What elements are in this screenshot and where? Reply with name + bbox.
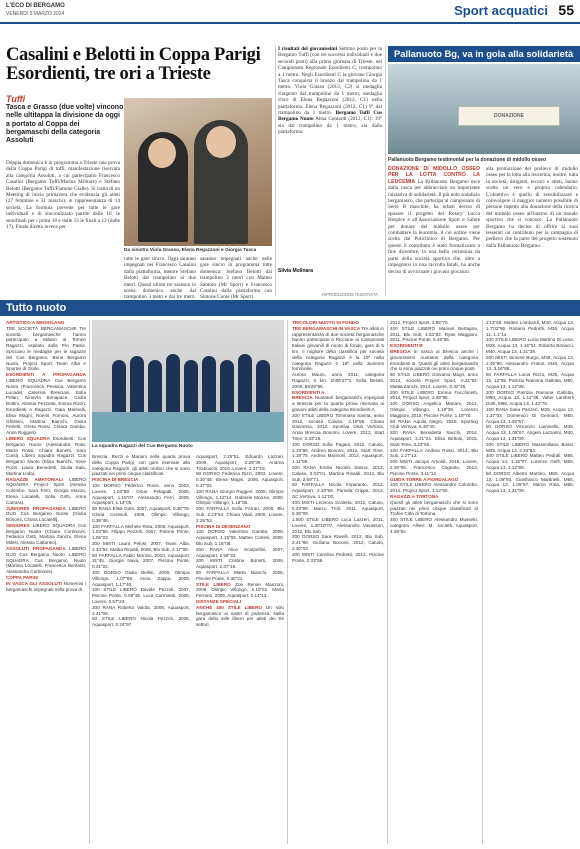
divers-photo [124, 98, 272, 246]
solidarity-banner: Pallanuoto Bg, va in gola alla solidarietà [388, 46, 580, 62]
byline: Silvia Molinara [278, 268, 314, 274]
article-column-4 [278, 46, 382, 266]
result-heading: RAGAZZE AMATORIALI [6, 476, 70, 482]
result-heading: GUIDA TORRE A FIORDALAGO [390, 476, 459, 482]
section-title: Sport acquatici [454, 3, 548, 18]
result-entry [292, 517, 384, 534]
result-entry [92, 605, 190, 617]
result-entry [390, 372, 478, 389]
results-column-5 [390, 320, 478, 844]
result-text: 50 RANA Elisa Gotti, 2007, Aquasport, 0.36"78. Gloria Ceresoli, 2008, Olimpic Villongo, 0.38"48. [92, 506, 190, 523]
result-text: 100 RANA Giorgio Ruggeri, 2008, Olimpic Villongo, 1.16"14. Gabriele Monzio, 2008, Olimpic Villongo, 1.18"08. [196, 488, 284, 506]
result-entry [92, 524, 190, 541]
result-text: Aurora Mauro, anno 2011, categoria Ragazzi, 5 km, 1h06'27"2. Sofia Belotti, 2009, 59'29"89. [292, 372, 384, 389]
result-text: Un solo bergamasco ai nastri di partenza. Nella gara dello stile libero per atleti dei tre settori. [196, 604, 284, 628]
result-entry [196, 471, 284, 488]
result-entry [390, 390, 478, 402]
result-entry [390, 448, 478, 460]
result-text: 100 DORSO Federico Rossi, anno 2003, Lovere, 1.03"88. Omar Pelagatti, 2008, Aquasport, 1.15"07. Alessandro Ferri, 2009, Aquasport, 1.13"05. [92, 482, 190, 506]
result-text: 200 MISTI Laura Pelosi, 2007, Team Alba, 2.34"82. Mattia Rinaldi, 2008, Blu Sub, 2.17"09. [92, 540, 190, 552]
result-entry [6, 581, 86, 593]
result-text: 50 FARFALLA Marta Bianchi, 2006, Piscine Ponte, 0.30"21. [196, 569, 284, 581]
result-text: 1.500 STILE LIBERO Luca Lazzeri, 2011, Lovere, 1.30'10"07. Alessandro Vavassori, 2012, Blu Sub. [292, 517, 384, 534]
column-divider [385, 46, 386, 296]
publication-name: L'ECO DI BERGAMO [6, 3, 65, 9]
team-photo [388, 64, 580, 154]
club-subhead-2: Cus Bergamo Nuoto [278, 110, 383, 123]
result-entry [292, 500, 384, 517]
result-text: 200 DORSO Sara Ravelli, 2012, Blu Sub, 2.41"88. Giuliana Bonomi, 2012, Caluso, 2.30"03. [292, 534, 384, 552]
result-text: 200 FARFALLA Sofia Ferrari, 2006, Blu Sub, 2.23"54. Chiara Vitali, 2006, Lovere, 2.25"53. [196, 506, 284, 523]
results-column-3 [196, 454, 284, 844]
result-entry [6, 372, 86, 436]
result-entry [92, 506, 190, 523]
result-text: 200 RANA Roberto Valota, 2008, Aquasport, 2.41"06. [92, 604, 190, 616]
column-divider [387, 320, 388, 844]
page-number: 55 [558, 2, 574, 18]
result-entry [6, 546, 86, 575]
result-entry [196, 582, 284, 599]
solidarity-subhead: DONAZIONE DI MIDOLLO OSSEO PER LA LOTTA CONTRO LA LEUCEMIA [388, 166, 480, 185]
result-heading: DISTANZE SPECIALI [196, 598, 242, 604]
result-text: 100 STILE LIBERO Lucia Martino Di Lena, M25, Acqua 13, 1.16"04. Roberta Bonacci, M40, Acqua 13, 1.31"39. [486, 337, 574, 354]
result-heading: ASSOLUTI PROPAGANDA [6, 546, 70, 552]
result-heading: BRESCIA [292, 395, 315, 401]
result-text: In vasca ai Brescia anche i giovanissimi nuotatori della categoria Esordienti B. Questi gli atleti bergamaschi che si sono piazzati nei primi cinque posti. [390, 348, 478, 372]
article-column-2: tutte le gare sincro. Oggi saranno impegnati nei Francesco Casalini dalla piattaforma, mentre Stefano Belotti dal trampolino ai due metri. Questi ultimi tre saranno in scena domenica anche dal trampolino 3 metri e dal tre metri. [124, 256, 196, 301]
club-subhead: Bergamo Tuffi [335, 110, 370, 117]
result-entry [92, 454, 190, 477]
result-text: 100 DORSO Angelica Mariani, 2014, Olimpic Villongo, 1.19"39. Lorenzo Maggioni, 2015, Piscine Ponte, 1.15"70. [390, 401, 478, 418]
result-entry [6, 506, 86, 523]
result-text: 200 RANA Benedetta Sacchi, 2014, Aquasport, 3.21"24. Elisa Bettoni, 2015, Start Time, 3.23"56. [390, 430, 478, 447]
result-entry [292, 395, 384, 412]
page-header [0, 0, 580, 24]
tutto-nuoto-bar [0, 300, 580, 316]
result-heading: RAGAZZI A TORTONA [390, 493, 439, 499]
result-text: 2012, Project Sport, 2.55"70. [390, 320, 449, 325]
squad-photo-caption: La squadra Ragazzi del Cus Bergamo Nuoto [92, 444, 193, 449]
result-text: LIBERO DUO Cus Bergamo Nuoto. LIBERO SQUADRA Cus Bergamo Nuoto (Martina Locatelli, Francesca Bonfanti, Alessandra Cortinovis). [6, 546, 86, 575]
result-text: 200 STILE LIBERO Tommaso Sanna, anno 2012, società Caluso, 2.19"86. Chiara Giovanna, 2012, Sportiva Olub Vertova, Anna Brescia Bonomi, Lovere, 2012, Start Time, 2.33"28. [292, 412, 384, 441]
result-entry [92, 483, 190, 506]
result-entry [486, 424, 574, 441]
result-heading: PISCINA DI BRESCIA [92, 477, 139, 483]
result-entry [92, 570, 190, 587]
result-heading: TRICOLORI NUOTO DI FONDO [292, 320, 359, 325]
result-heading: IN VASCA GLI ASSOLUTI [6, 580, 64, 586]
result-text: 400 MISTI Leonora Scaletta, 2012, Caluso, 5.43"99. Marco Troli, 2011, Aquasport, 5.38"09. [292, 499, 384, 517]
result-text: 100 RANA Ilaria Panzeri, M25, Acqua 13, 1.37"03. Domenico Di Gennaro, M50, Acqua 13, 1.48"57. [486, 406, 574, 424]
squad-photo [92, 320, 284, 442]
result-entry [92, 587, 190, 604]
result-text: Brescia. Rezzi e Mariani nella quarta prova della Coppa Parigi, con gare riservate alla categoria Ragazzi, gli atleti orobici che si sono piazzati nei primi cinque classificati. [92, 454, 190, 477]
result-entry [390, 430, 478, 447]
result-entry [6, 523, 86, 546]
result-text: 100 DORSO Giulia Bellini, 2009, Olimpic Villongo, 1.07"89. Anna Zappa, 2009, Aquasport, 1.17"40. [92, 569, 190, 587]
result-heading: BRESCIA [390, 348, 414, 354]
result-entry [196, 529, 284, 546]
result-text: 100 STILE LIBERO Alessandro Colombo, 2014, Project Sport, 1.13"65. [390, 482, 478, 494]
article-headline: Casalini e Belotti in Coppa Parigi Esordienti, tre ori a Trieste [6, 45, 261, 84]
result-entry [390, 500, 478, 517]
results-column-4 [292, 320, 384, 844]
result-text: 200 STILE LIBERO Emma Facchinetti, 2014, Project Sport, 2.39"96. [390, 389, 478, 401]
result-text: 400 STILE LIBERO Manuel Bertagna, 2011, Blu Sub, 4.53"82. Ryan Maggioni, 2011, Piscine Ponte, 5.48"85. [390, 325, 478, 343]
result-text: 200 MISTI Cristina Bonetti, 2009, Aquasport, 2.37"19. [196, 558, 284, 570]
result-text: 100 DORSO Valentina Gamba, 2009, Aquasport, 1.15"06. Matteo Cortesi, 2008, Blu Sub, 1.16"08. [196, 529, 284, 546]
header-rule [0, 22, 580, 24]
result-text: 200 MISTI Jacopo Arnoldi, 2015, Lovere, 2.26"06. Francesca Cognato, 2013, Piscine Ponte, 3.11"12. [390, 459, 478, 476]
result-entry [292, 534, 384, 551]
result-entry [390, 419, 478, 431]
result-entry [390, 349, 478, 372]
result-heading: ESORDIENTI B [390, 343, 423, 349]
team-photo-caption: Pallanuoto Bergamo testimonial per la donazione di midollo osseo [388, 157, 547, 163]
article-kicker: Tuffi [6, 94, 26, 104]
results-column-6 [486, 320, 574, 844]
result-text: 50 DORSO Alberto Martino, M60, Acqua 13, 1.08"93. Gianfranco Martinelli, M65, Acqua 13, 1.05"67. Marco Rota, M65, Acqua 13, 1.31"09. [486, 470, 574, 494]
result-entry [196, 605, 284, 628]
result-text: Esordienti: Cus Bergamo Nuoto (Alessandra Rota, Marta Rossi, Chiara Bonetti, Sara Conti). Libero squadra Ragazzi: Cus Bergamo Nuoto (Elisa Bianchi, Irene Pozzi, Laura Benedetti, Giulia Sala, Martina Loda). [6, 435, 86, 476]
result-entry [486, 407, 574, 424]
result-entry [196, 570, 284, 582]
result-text: 50 RANA Aquila Negro, 2015, Sporting Club Vertova, 0.48"40. [390, 418, 478, 430]
donation-check: DONAZIONE [458, 106, 560, 126]
result-entry [196, 547, 284, 559]
result-entry [92, 616, 190, 628]
result-entry [196, 489, 284, 506]
article-column-3: saranno impegnati anche nelle gare sincro in programma tutte domenica: Stefano Belotti dal trampolino 3 metri con Matteo Santoro (Mr Sport) e Francesco Casalini dalla piattaforma con Simone Conte (Mr Sport). [200, 256, 272, 301]
results-column-1 [6, 320, 86, 844]
result-heading: ANCHE 400 STILE LIBERO [196, 604, 266, 610]
result-text: LIBERO SQUADRA Cus Bergamo Nuoto (Francesca Pessina, Valentina Lucadei, Caterina Bresciani, Sofia Pelan, Ginevra Bonapace, Giulia Bottini, Alessia Pezzotta, Emma Rizzi). Esordienti A Ragazzi, Gaia Marinelli, Elisa Magni, Noemi Fornoni, Aurora Ghisleni, Martina Bianchi, Giulia Perletti, Greta Rossi, Chiara Gamba, Anna Ruggeri). [6, 377, 86, 436]
solidarity-text-1: La Pallanuoto Bergamo esce dalla vasca per abbracciare un importante iniziativa di solidarietà. Il più noto sodalizio bergamasco, che partecipa al campionato di Serie B maschile, ha infatti deciso di sposare il progetto del Rotary Lucca Hospice e all'Associazione Sport e Salute per donare del midollo osseo per combattere la leucemia, il cui ordine viene scelto dal Policlinico di Bergamo. Per questo il contributo è stato formalizzato a fine dicembre, in una bella cerimonia da parte della società sportiva che, oltre a impegnarsi in una raccolta fondi, ha anche deciso di avvicinare i giovani giocatori. [388, 178, 481, 275]
result-text: 50 DORSO Vincenzo Laminello, M35, Acqua 13, 1.05"67. Angelo Lazzarini, M40, Acqua 13, 1.31"09. [486, 424, 574, 441]
result-entry [6, 477, 86, 506]
result-text: 50 FARFALLA Nicola Imparanto, 2012, Aquasport, 2.18"56. Pamela Crippa, 2012, SC Vertova, 1.11"00. [292, 482, 384, 499]
results-text-2: Anna Contardi (2012, C1): 19° sia dal trampolino da 1 metro, sia dalla piattaforma. [278, 116, 382, 136]
result-heading: TRE BERGAMASCHI IN VASCA [292, 325, 362, 331]
result-entry [390, 459, 478, 476]
result-entry [196, 506, 284, 523]
result-entry [292, 465, 384, 482]
column-divider [482, 320, 483, 844]
result-text: LIBERO DUO Cus Bergamo Nuoto (Giulia Bonomi, Chiara Locatelli). [6, 505, 86, 523]
result-entry [92, 553, 190, 570]
result-text: 100 STILE LIBERO Davide Pezzoli, 2007, Piscine Ponte, 0.56"48. Luca Carminati, 2008, Lovere, 0.57"23. [92, 587, 190, 604]
result-text: LIBERO SQUADRA Cus Bergamo Nuoto (Chiara Cortinovis, Federica Gotti, Martina Zanchi, Elena Milesi, Alessia Cattaneo). [6, 522, 86, 546]
result-heading: LIBERO SQUADRA [6, 435, 53, 441]
result-heading: ARTISTICO A MEDIOLANO [6, 320, 65, 325]
result-text: Nuotatori bergamaschi impegnati a Brescia per la quarta prova riservata ai giovani atleti della categoria Esordienti A. [292, 395, 384, 412]
article-column-1: Doppia domenica è in programma a Trieste una prova della Coppa Parigi di tuffi, manifestazione riservata alla categoria Assoluti, a cui partecipano Francesco Casalini (Bergamo Tuffi/Marina Militare) e Stefano Belotti (Bergamo Tuffi/Fiamme Gialle). Si tratta di un Meeting di inizio primavera che evidenzia gli atleti (27 femmine e 31 maschi), in rappresentanza di 14 società. La formula prevede per tutte le gare individuali e di sincronizzato partite dalle 10, le semifinali per i primi 18 e dalle 15 le finali a 12 (dalle 17). Finale diretta invece per [6, 160, 120, 231]
solidarity-column-2: alla promozione del prelievo di midollo osseo per la lotta alla leucemia, inoltre, tutta la società, dirigenti, tecnici e atleti, hanno scelto un vero e proprio calendario. L'obiettivo è quello di sensibilizzare e coinvolgere il maggior numero possibile di persone rispetto alla donazione della ricerca del midollo osseo all'interno di un mondo sportivo che si conosce. La Pallanuoto Bergamo ha deciso di offrire ai suoi tesserati un contributo per la campagna di prelievo che fa parte del progetto sostenuto dalla Pallanuoto Bergamo. [486, 166, 578, 249]
result-entry [486, 471, 574, 494]
result-entry [486, 390, 574, 407]
result-entry [92, 541, 190, 553]
result-text: 200 MISTI Carolina Pedretti, 2012, Piscine Ponte, 2.33"58. [292, 551, 384, 563]
result-heading: PISCINA DI DESENZANO [196, 523, 251, 529]
result-text: Numerosi i bergamaschi impegnati nella prova di [6, 580, 87, 592]
result-entry [292, 372, 384, 389]
result-entry [6, 436, 86, 477]
result-text: 400 STILE LIBERO Alessandro Mussetti, categoria Allievi M, società Aquasport, 4.39"52. [390, 517, 478, 534]
result-entry [486, 442, 574, 454]
result-entry [486, 337, 574, 354]
result-text: TRE SOCIETÀ BERGAMASCHE Tre società bergamasche hanno partecipato a Milano al Torneo Ragazzi, ospitato dalla Pro Patria. Spiccano le medaglie per le ragazze del Cus Bergamo. Bene Bergamo Nuoto, Project Sport, Team Alba e Sportivi di Gorle. [6, 325, 86, 372]
result-text: 100 FARFALLA Andrea Rossi, 2014, Blu Sub, 1.27"12. [390, 447, 478, 459]
result-text: 100 FARFALLA Michele Rota, 2006, Aquasport, 1.03"89. Filippo Pezzoli, 2007, Piscine Ponte, 1.05"23. [92, 523, 190, 541]
result-text: 200 DORSO Patrizia Ramona Gallotta, M50, Acqua 13, 1.12"38. Valter Lamberti Dotti, M65, Acqua 13, 1.42"75. [486, 389, 574, 407]
result-heading: SENIORES [6, 522, 33, 528]
column-divider [287, 320, 288, 844]
result-text: 50 DORSO Federica Rizzi, 2003, Lovere, 0.30"46. Elena Magni, 2006, Aquasport, 0.37"02. [196, 471, 284, 488]
result-entry [292, 326, 384, 372]
result-entry [390, 401, 478, 418]
result-entry [390, 482, 478, 494]
solidarity-column-1 [388, 166, 480, 294]
result-text: 100 DORSO Sofia Pagani, 2012, Caluso, 2.19"86. Andrea Bonomi, 2012, Start Time, 1.18"75. Andrea Marinoni, 2012, Aquasport, 1.11"89. [292, 441, 384, 465]
result-text: 400 STILE LIBERO Matteo Pedrali, M55, Acqua 13, 1.18"07. Lorenzo Gelfi, M65, Acqua 13, 3.12"89. [486, 453, 574, 470]
result-text: Zoe Renier Manzoni, 2008, Olimpic Villongo, 2.10"51. Marta Ferrario, 2009, Aquasport, 2.14"13. [196, 581, 284, 599]
result-entry [292, 413, 384, 442]
result-text: Questi gli atleti bergamaschi che si sono piazzati nei primi cinque classificati al Trofeo Città di Tortona. [390, 499, 478, 517]
result-heading: ESORDIENTI A [292, 389, 325, 395]
results-lead: I risultati del giovanissimi [278, 46, 338, 52]
result-entry [486, 355, 574, 372]
result-entry [390, 517, 478, 534]
results-text: Settimo posto per la Bergamo Tuffi (con tre successi individuali e due secondi posti) alla prima giornata di Trieste, nel Campionato Regionale Esordienti C, trampolino a 1 metro. Negli Esordienti C la giovane Giorgia Tasca conquista il bronzo dal trampolino da 1 metro. Viola Grasso (2013, C2) si medaglia d'argento dal trampolino da 1 metro; medaglia d'oro di Elena Regazzoni (2012, C1) nella piattaforma. Elena Regazzoni (2012, C1) 9° dal trampolino da 1 metro. [278, 46, 383, 117]
result-text: 50 STILE LIBERO Giovanni Magri, anno 2014, società Project Sport, 0.31"82. Mattia Zanchi, 2014, Lovere, 0.32"46. [390, 372, 478, 389]
result-heading: ESORDIENTI A PROPAGANDA [6, 372, 86, 378]
result-text: Tre atleti in rappresentanza di due società bergamasche hanno partecipato a Riccione ai Campionati Italiani giovanili di nuoto di fondo, gare di 5 km. Il migliore della classifica per società della categoria Ragazzi è la 15ª nella categoria Ragazzi e 18ª nella Juniores femminile. [292, 325, 384, 372]
result-text: 200 MISTI Simone Burgo, M30, Acqua 13, 2.49"88. Alessandro Fratus, M40, Acqua 13, 3.16"88. [486, 354, 574, 372]
result-text: 200 RANA Alice Scarpellini, 2007, Aquasport, 2.59"33. [196, 546, 284, 558]
result-text: 200 STILE LIBERO Massimiliano Bossi, M45, Acqua 13, 2.33"84. [486, 441, 574, 453]
result-entry [390, 326, 478, 343]
photo-caption: Da sinistra Viola Grasso, Elena Regazzoni e Giorgia Tasca [124, 248, 257, 253]
result-heading: JUNIORES PROPAGANDA [6, 505, 70, 511]
result-entry [292, 552, 384, 564]
column-divider [275, 46, 276, 296]
result-heading: COPPA PARIGI [6, 575, 39, 581]
results-column-2 [92, 454, 190, 844]
column-divider [89, 320, 90, 844]
result-text: 200 RANA Emilia Nicolini Sanna, 2012, Caluso, 3.03"01. Martina Rinaldi, 2013, Blu Sub, 2.59"71. [292, 464, 384, 482]
result-text: 1'13"56. Matteo Lombardi, M30, Acqua 13, 1.7'02"96. Rosario Pedretti, M35, Acqua 11, 1.1"14. [486, 320, 574, 337]
result-text: LIBERO SQUADRA Project Sport (Alessia Colombo, Sara Ferri, Giorgia Mazza, Elena Locatelli, Sofia Gritti, Anna Carrara). [6, 476, 86, 505]
tutto-nuoto-title: Tutto nuoto [6, 302, 67, 314]
result-heading: STILE LIBERO [196, 581, 236, 587]
result-entry [196, 558, 284, 570]
result-text: 50 FARFALLA Fabio Monzio, 2010, Aquasport, 31"45. Giorgia Nava, 2007, Piscina Ponte, 0.31"22. [92, 552, 190, 570]
result-entry [292, 442, 384, 465]
result-entry [486, 320, 574, 337]
result-text: 50 FARFALLA Lucia Rizzo, M25, Acqua 13, 12"69. Patrizia Ramona Gallotta, M50, Acqua 13, 1.12"38. [486, 372, 574, 389]
result-entry [486, 372, 574, 389]
result-text: 50 STILE LIBERO Nicola Pezzoli, 2006, Aquasport, 0.24"97. [92, 616, 190, 628]
result-entry [196, 454, 284, 471]
result-entry [6, 326, 86, 372]
copyright-note: RIPRODUZIONE RISERVATA [322, 292, 378, 297]
result-entry [486, 453, 574, 470]
issue-date: VENERDÌ 5 MARZO 2024 [6, 11, 65, 17]
result-text: Aquasport, 2.25"51. Edoardo Lazzari, 2009, Aquasport, 2.28"38. Andrea Tiraboschi, 2010, Lovere, 2.37"18. [196, 454, 284, 471]
article-summary: Tasca e Grasso (due volte) vincono nelle ultitappa la divisione da oggi a portato al Coppa dei bergamaschi della categoria Assoluti [6, 104, 124, 145]
result-entry [292, 482, 384, 499]
